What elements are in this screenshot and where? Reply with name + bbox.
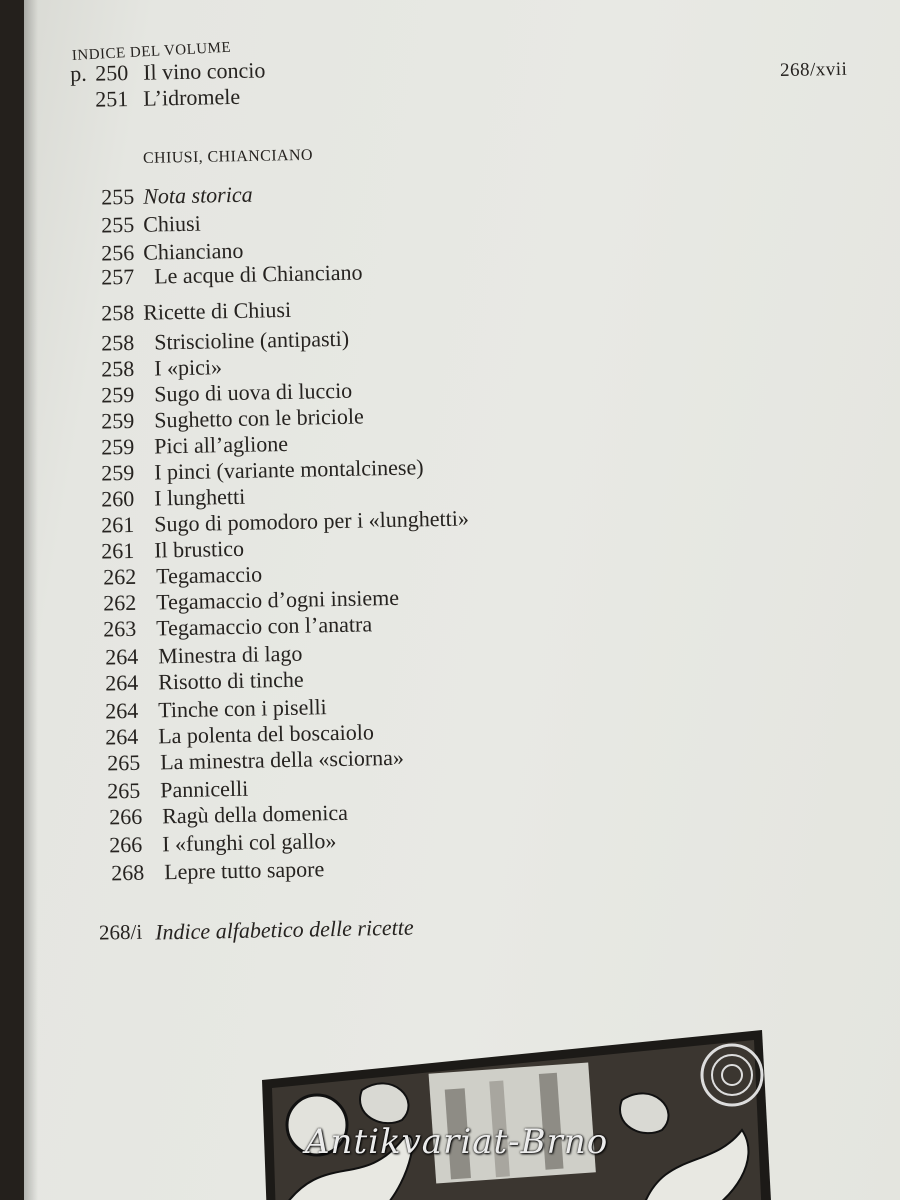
toc-title: Striscioline (antipasti) — [153, 325, 350, 355]
toc-title: I «pici» — [153, 354, 223, 381]
toc-title: Sugo di pomodoro per i «lunghetti» — [153, 505, 470, 537]
toc-page-number: 250 — [94, 60, 129, 86]
running-title: INDICE DEL VOLUME — [71, 39, 232, 64]
toc-title: Minestra di lago — [157, 640, 303, 669]
toc-page-number: 257 — [100, 263, 135, 290]
toc-title: Sugo di uova di luccio — [153, 377, 353, 407]
toc-page-number: 259 — [100, 381, 135, 408]
section-title: CHIUSI, CHIANCIANO — [142, 146, 313, 167]
toc-page-number: 255 — [100, 183, 135, 210]
toc-title: I lunghetti — [153, 483, 246, 511]
watermark-text: Antikvariat-Brno — [305, 1122, 609, 1162]
toc-page-number: 258 — [100, 329, 135, 356]
toc-title: Ragù della domenica — [161, 799, 349, 829]
toc-title: Chianciano — [142, 237, 244, 265]
toc-title: L’idromele — [142, 83, 241, 111]
toc-title: Pici all’aglione — [153, 430, 289, 459]
page-number: 268/xvii — [779, 58, 848, 81]
toc-title: Il vino concio — [142, 57, 266, 85]
toc-page-number: 264 — [104, 643, 139, 670]
toc-page-number: 262 — [102, 563, 137, 590]
toc-page-number: 259 — [100, 459, 135, 486]
toc-title: La minestra della «sciorna» — [159, 744, 405, 775]
toc-page-number: 268 — [110, 859, 145, 886]
final-entry-title: Indice alfabetico delle ricette — [154, 914, 414, 945]
toc-title: Tegamaccio — [155, 561, 263, 589]
toc-title: I «funghi col gallo» — [161, 828, 337, 857]
page-prefix: p. — [69, 60, 87, 87]
toc-page-number: 260 — [100, 485, 135, 512]
toc-page-number: 258 — [100, 355, 135, 382]
toc-title: Ricette di Chiusi — [142, 296, 292, 325]
decorative-engraving — [262, 1030, 782, 1200]
toc-page-number: 258 — [100, 299, 135, 326]
toc-title: Sughetto con le briciole — [153, 403, 364, 433]
toc-page-number: 264 — [104, 697, 139, 724]
toc-page-number: 259 — [100, 433, 135, 460]
toc-page-number: 264 — [104, 669, 139, 696]
toc-page-number: 265 — [106, 777, 141, 804]
toc-title: Tegamaccio d’ogni insieme — [155, 584, 400, 615]
toc-title: Chiusi — [142, 210, 201, 237]
toc-page-number: 262 — [102, 589, 137, 616]
toc-title: Tinche con i piselli — [157, 694, 327, 723]
toc-title: La polenta del boscaiolo — [157, 719, 375, 749]
toc-page-number: 261 — [100, 537, 135, 564]
toc-page-number: 259 — [100, 407, 135, 434]
toc-title: Nota storica — [142, 181, 253, 209]
toc-page-number: 264 — [104, 723, 139, 750]
toc-page-number: 261 — [100, 511, 135, 538]
toc-title: Le acque di Chianciano — [153, 259, 363, 289]
toc-page-number: 256 — [100, 239, 135, 266]
toc-page-number: 263 — [102, 615, 137, 642]
toc-title: Il brustico — [153, 535, 245, 563]
toc-title: Tegamaccio con l’anatra — [155, 611, 373, 641]
toc-title: Pannicelli — [159, 775, 249, 803]
toc-title: Risotto di tinche — [157, 666, 304, 695]
book-page — [24, 0, 900, 1200]
toc-page-number: 266 — [108, 803, 143, 830]
toc-page-number: 251 — [94, 86, 129, 112]
toc-page-number: 255 — [100, 211, 135, 238]
final-entry-page: 268/i — [98, 919, 143, 945]
toc-page-number: 265 — [106, 749, 141, 776]
toc-page-number: 266 — [108, 831, 143, 858]
toc-title: I pinci (variante montalcinese) — [153, 454, 424, 485]
toc-title: Lepre tutto sapore — [163, 856, 325, 885]
